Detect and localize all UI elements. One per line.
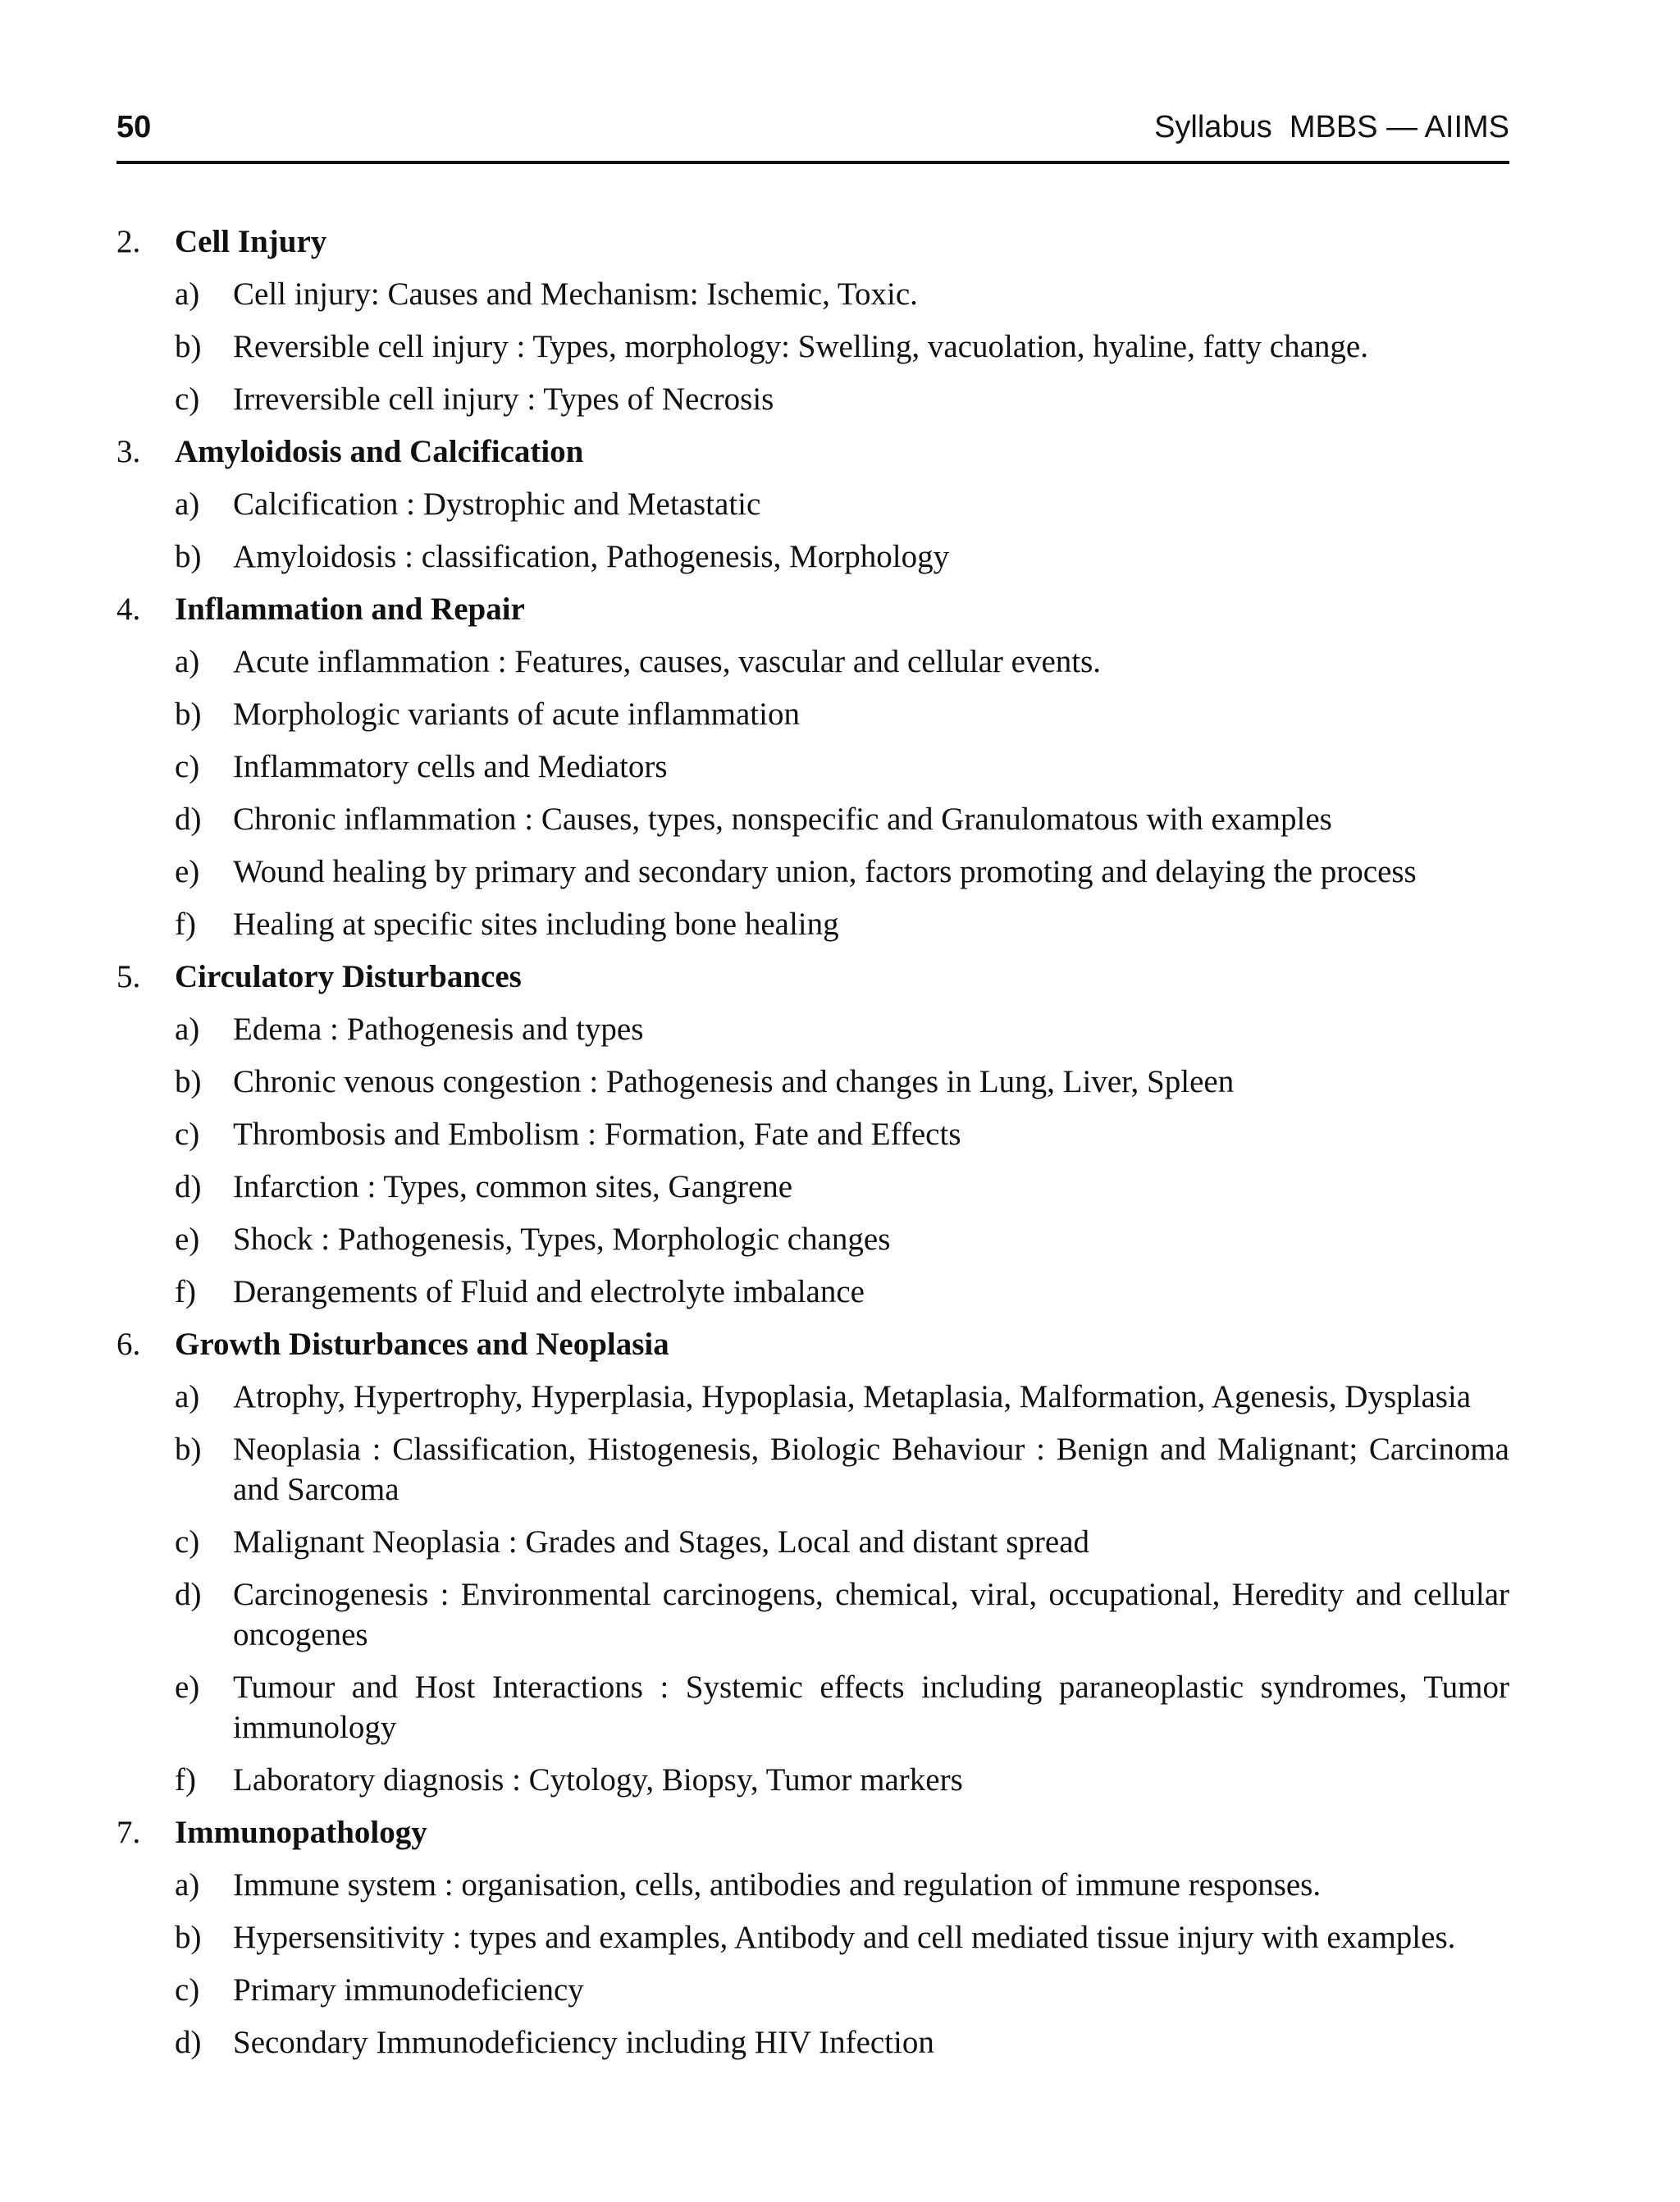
list-item (175, 1114, 1509, 1154)
page-number: 50 (116, 110, 152, 144)
item-text: Inflammatory cells and Mediators (233, 749, 668, 784)
section-title: Inflammation and Repair (175, 592, 525, 627)
item-letter: a) (175, 1012, 200, 1047)
item-letter: f) (175, 907, 196, 942)
syllabus-section (116, 222, 1509, 419)
page-header (116, 105, 1509, 164)
item-text: Malignant Neoplasia : Grades and Stages, Local and distant spread (233, 1524, 1090, 1560)
item-text: Hypersensitivity : types and examples, Antibody and cell mediated tissue injury with examples. (233, 1920, 1456, 1955)
item-letter: d) (175, 2025, 202, 2060)
item-text: Tumour and Host Interactions : Systemic effects including paraneoplastic syndromes, Tumor immunology (233, 1670, 1509, 1745)
item-text: Wound healing by primary and secondary union, factors promoting and delaying the process (233, 854, 1417, 889)
list-item (175, 1167, 1509, 1207)
item-letter: f) (175, 1274, 196, 1309)
list-item (175, 1760, 1509, 1800)
list-item (175, 904, 1509, 944)
section-title: Amyloidosis and Calcification (175, 434, 584, 469)
item-text: Neoplasia : Classification, Histogenesis, Biologic Behaviour : Benign and Malignant; Carcinoma and Sarcoma (233, 1432, 1509, 1507)
list-item (175, 852, 1509, 892)
list-item (175, 327, 1509, 367)
list-item (175, 484, 1509, 524)
item-letter: a) (175, 487, 200, 522)
item-letter: b) (175, 539, 202, 574)
section-title: Growth Disturbances and Neoplasia (175, 1327, 669, 1362)
section-title: Cell Injury (175, 224, 327, 259)
list-item (175, 1865, 1509, 1905)
list-item (175, 537, 1509, 577)
item-text: Infarction : Types, common sites, Gangrene (233, 1169, 793, 1204)
list-item (175, 379, 1509, 419)
section-number: 6. (116, 1327, 141, 1362)
section-number: 5. (116, 959, 141, 994)
item-text: Shock : Pathogenesis, Types, Morphologic changes (233, 1222, 891, 1257)
running-title: Syllabus MBBS — AIIMS (1154, 110, 1509, 144)
item-letter: a) (175, 1379, 200, 1414)
list-item (175, 747, 1509, 787)
item-letter: c) (175, 381, 200, 417)
syllabus-section (116, 589, 1509, 944)
item-letter: b) (175, 697, 202, 732)
item-text: Edema : Pathogenesis and types (233, 1012, 644, 1047)
item-letter: d) (175, 1169, 202, 1204)
item-letter: b) (175, 1920, 202, 1955)
item-text: Acute inflammation : Features, causes, vascular and cellular events. (233, 644, 1102, 679)
list-item (175, 642, 1509, 682)
list-item (175, 799, 1509, 839)
item-text: Laboratory diagnosis : Cytology, Biopsy, Tumor markers (233, 1762, 963, 1798)
item-text: Morphologic variants of acute inflammation (233, 697, 800, 732)
item-letter: e) (175, 1222, 200, 1257)
item-letter: e) (175, 1670, 200, 1705)
list-item (175, 1062, 1509, 1102)
item-letter: d) (175, 1577, 202, 1612)
item-letter: a) (175, 644, 200, 679)
list-item (175, 1970, 1509, 2010)
syllabus-section (116, 1812, 1509, 2063)
list-item (175, 1522, 1509, 1562)
item-letter: f) (175, 1762, 196, 1798)
item-text: Primary immunodeficiency (233, 1972, 584, 2008)
item-letter: d) (175, 802, 202, 837)
item-letter: a) (175, 1867, 200, 1903)
item-letter: b) (175, 1064, 202, 1099)
section-title: Immunopathology (175, 1815, 427, 1850)
item-text: Atrophy, Hypertrophy, Hyperplasia, Hypoplasia, Metaplasia, Malformation, Agenesis, Dysplasia (233, 1379, 1472, 1414)
item-text: Immune system : organisation, cells, antibodies and regulation of immune responses. (233, 1867, 1322, 1903)
section-number: 4. (116, 592, 141, 627)
list-item (175, 1429, 1509, 1510)
section-number: 7. (116, 1815, 141, 1850)
item-letter: c) (175, 1117, 200, 1152)
item-text: Thrombosis and Embolism : Formation, Fate and Effects (233, 1117, 961, 1152)
list-item (175, 1377, 1509, 1417)
item-letter: c) (175, 1524, 200, 1560)
header-rule (116, 161, 1509, 164)
section-heading (116, 432, 1509, 472)
item-letter: c) (175, 749, 200, 784)
item-text: Derangements of Fluid and electrolyte imbalance (233, 1274, 865, 1309)
section-heading (116, 1812, 1509, 1853)
section-number: 2. (116, 224, 141, 259)
syllabus-content (116, 222, 1509, 2075)
item-text: Chronic venous congestion : Pathogenesis and changes in Lung, Liver, Spleen (233, 1064, 1235, 1099)
list-item (175, 1272, 1509, 1312)
syllabus-section (116, 1324, 1509, 1800)
list-item (175, 1219, 1509, 1259)
item-letter: b) (175, 1432, 202, 1467)
list-item (175, 1574, 1509, 1655)
item-text: Amyloidosis : classification, Pathogenesis, Morphology (233, 539, 950, 574)
list-item (175, 694, 1509, 734)
item-text: Cell injury: Causes and Mechanism: Ischemic, Toxic. (233, 276, 918, 312)
item-text: Secondary Immunodeficiency including HIV Infection (233, 2025, 934, 2060)
syllabus-section (116, 957, 1509, 1312)
section-title: Circulatory Disturbances (175, 959, 522, 994)
list-item (175, 274, 1509, 314)
item-text: Reversible cell injury : Types, morphology: Swelling, vacuolation, hyaline, fatty change. (233, 329, 1368, 364)
list-item (175, 1009, 1509, 1049)
section-heading (116, 222, 1509, 262)
item-text: Healing at specific sites including bone healing (233, 907, 839, 942)
section-heading (116, 589, 1509, 629)
item-text: Carcinogenesis : Environmental carcinogens, chemical, viral, occupational, Heredity and cellular oncogenes (233, 1577, 1509, 1652)
item-text: Calcification : Dystrophic and Metastatic (233, 487, 761, 522)
item-letter: a) (175, 276, 200, 312)
item-letter: e) (175, 854, 200, 889)
item-text: Chronic inflammation : Causes, types, nonspecific and Granulomatous with examples (233, 802, 1332, 837)
list-item (175, 1667, 1509, 1747)
syllabus-section (116, 432, 1509, 577)
item-text: Irreversible cell injury : Types of Necrosis (233, 381, 774, 417)
section-number: 3. (116, 434, 141, 469)
section-heading (116, 957, 1509, 997)
section-heading (116, 1324, 1509, 1364)
item-letter: b) (175, 329, 202, 364)
item-letter: c) (175, 1972, 200, 2008)
list-item (175, 2022, 1509, 2063)
list-item (175, 1917, 1509, 1958)
